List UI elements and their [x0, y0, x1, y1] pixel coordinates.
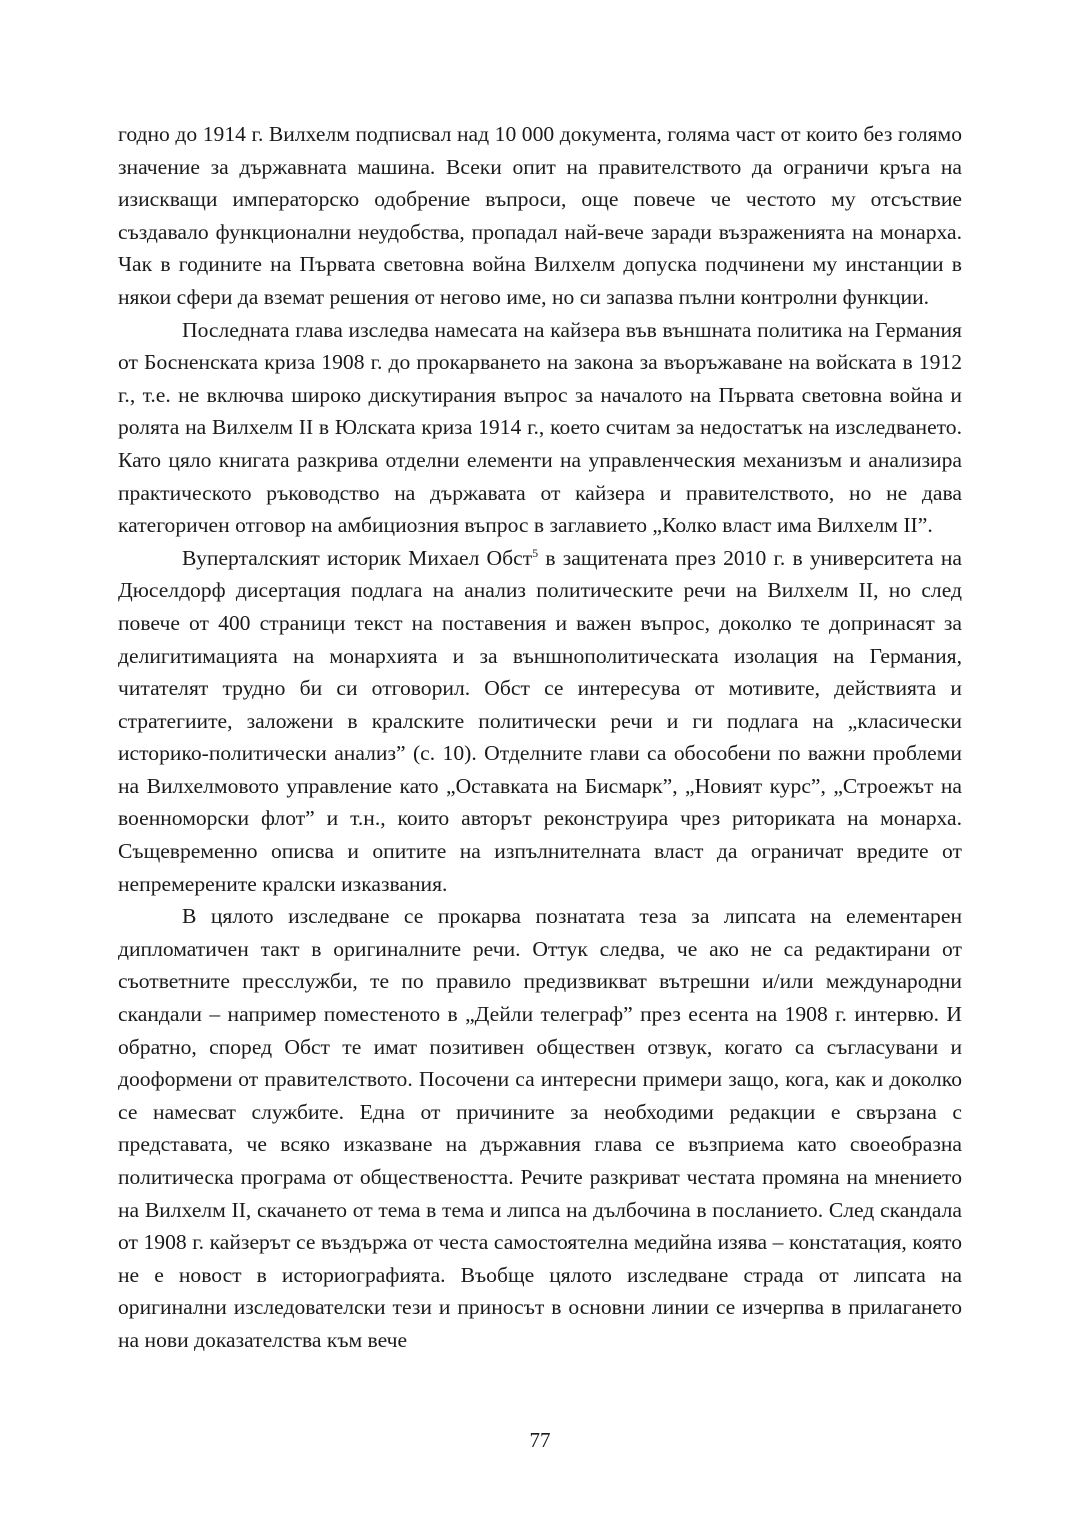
paragraph-3	[118, 542, 962, 901]
paragraph-1: годно до 1914 г. Вилхелм подписвал над 10 000 документа, голяма част от които без голямо значение за държавната машина. Всеки опит на правителството да ограничи кръга на изискващи императорско одобрение въпроси, още повече че честото му отсъствие създавало функционални неудобства, пропадал най-вече заради възраженията на монарха. Чак в годините на Първата световна война Вилхелм допуска подчинени му инстанции в някои сфери да вземат решения от негово име, но си запазва пълни контролни функции.	[118, 122, 962, 309]
paragraph-2: Последната глава изследва намесата на кайзера във външната политика на Германия от Босненската криза 1908 г. до прокарването на закона за въоръжаване на войската в 1912 г., т.е. не включва широко дискутирания въпрос за началото на Първата световна война и ролята на Вилхелм II в Юлската криза 1914 г., което считам за недостатък на изследването. Като цяло книгата разкрива отделни елементи на управленческия механизъм и анализира практическото ръководство на държавата от кайзера и правителството, но не дава категоричен отговор на амбициозния въпрос в заглавието „Колко власт има Вилхелм II”.	[118, 317, 962, 538]
page-number: 77	[529, 1428, 551, 1452]
paragraph-4: В цялото изследване се прокарва познатата теза за липсата на елементарен дипломатичен такт в оригиналните речи. Оттук следва, че ако не са редактирани от съответните пресслужби, те по правило предизвикват вътрешни и/или международни скандали – например поместеното в „Дейли телеграф” през есента на 1908 г. интервю. И обратно, според Обст те имат позитивен обществен отзвук, когато са съгласувани и дооформени от правителството. Посочени са интересни примери защо, кога, как и доколко се намесват службите. Една от причините за необходими редакции е свързана с представата, че всяко изказване на държавния глава се възприема като своеобразна политическа програма от обществеността. Речите разкриват честата промяна на мнението на Вилхелм II, скачането от тема в тема и липса на дълбочина в посланието. След скандала от 1908 г. кайзерът се въздържа от честа самостоятелна медийна изява – констатация, която не е новост в историографията. Въобще цялото изследване страда от липсата на оригинални изследователски тези и приносът в основни линии се изчерпва в прилагането на нови доказателства към вече	[118, 904, 962, 1352]
page-body	[118, 118, 962, 1357]
paragraph-3-text-after: в защитената през 2010 г. в университета на Дюселдорф дисертация подлага на анализ политическите речи на Вилхелм II, но след повече от 400 страници текст на поставения и важен въпрос, доколко те допринасят за делигитимацията на монархията и за външнополитическата изолация на Германия, читателят трудно би си отговорил. Обст се интересува от мотивите, действията и стратегиите, заложени в кралските политически речи и ги подлага на „класически историко-политически анализ” (с. 10). Отделните глави са обособени по важни проблеми на Вилхелмовото управление като „Оставката на Бисмарк”, „Новият курс”, „Строежът на военноморски флот” и т.н., които авторът реконструира чрез риториката на монарха. Същевременно описва и опитите на изпълнителната власт да ограничат вредите от непремерените кралски изказвания.	[118, 545, 963, 896]
footnote-marker[interactable]: 5	[532, 545, 539, 560]
paragraph-3-text-before: Вуперталският историк Михаел Обст	[182, 545, 533, 570]
